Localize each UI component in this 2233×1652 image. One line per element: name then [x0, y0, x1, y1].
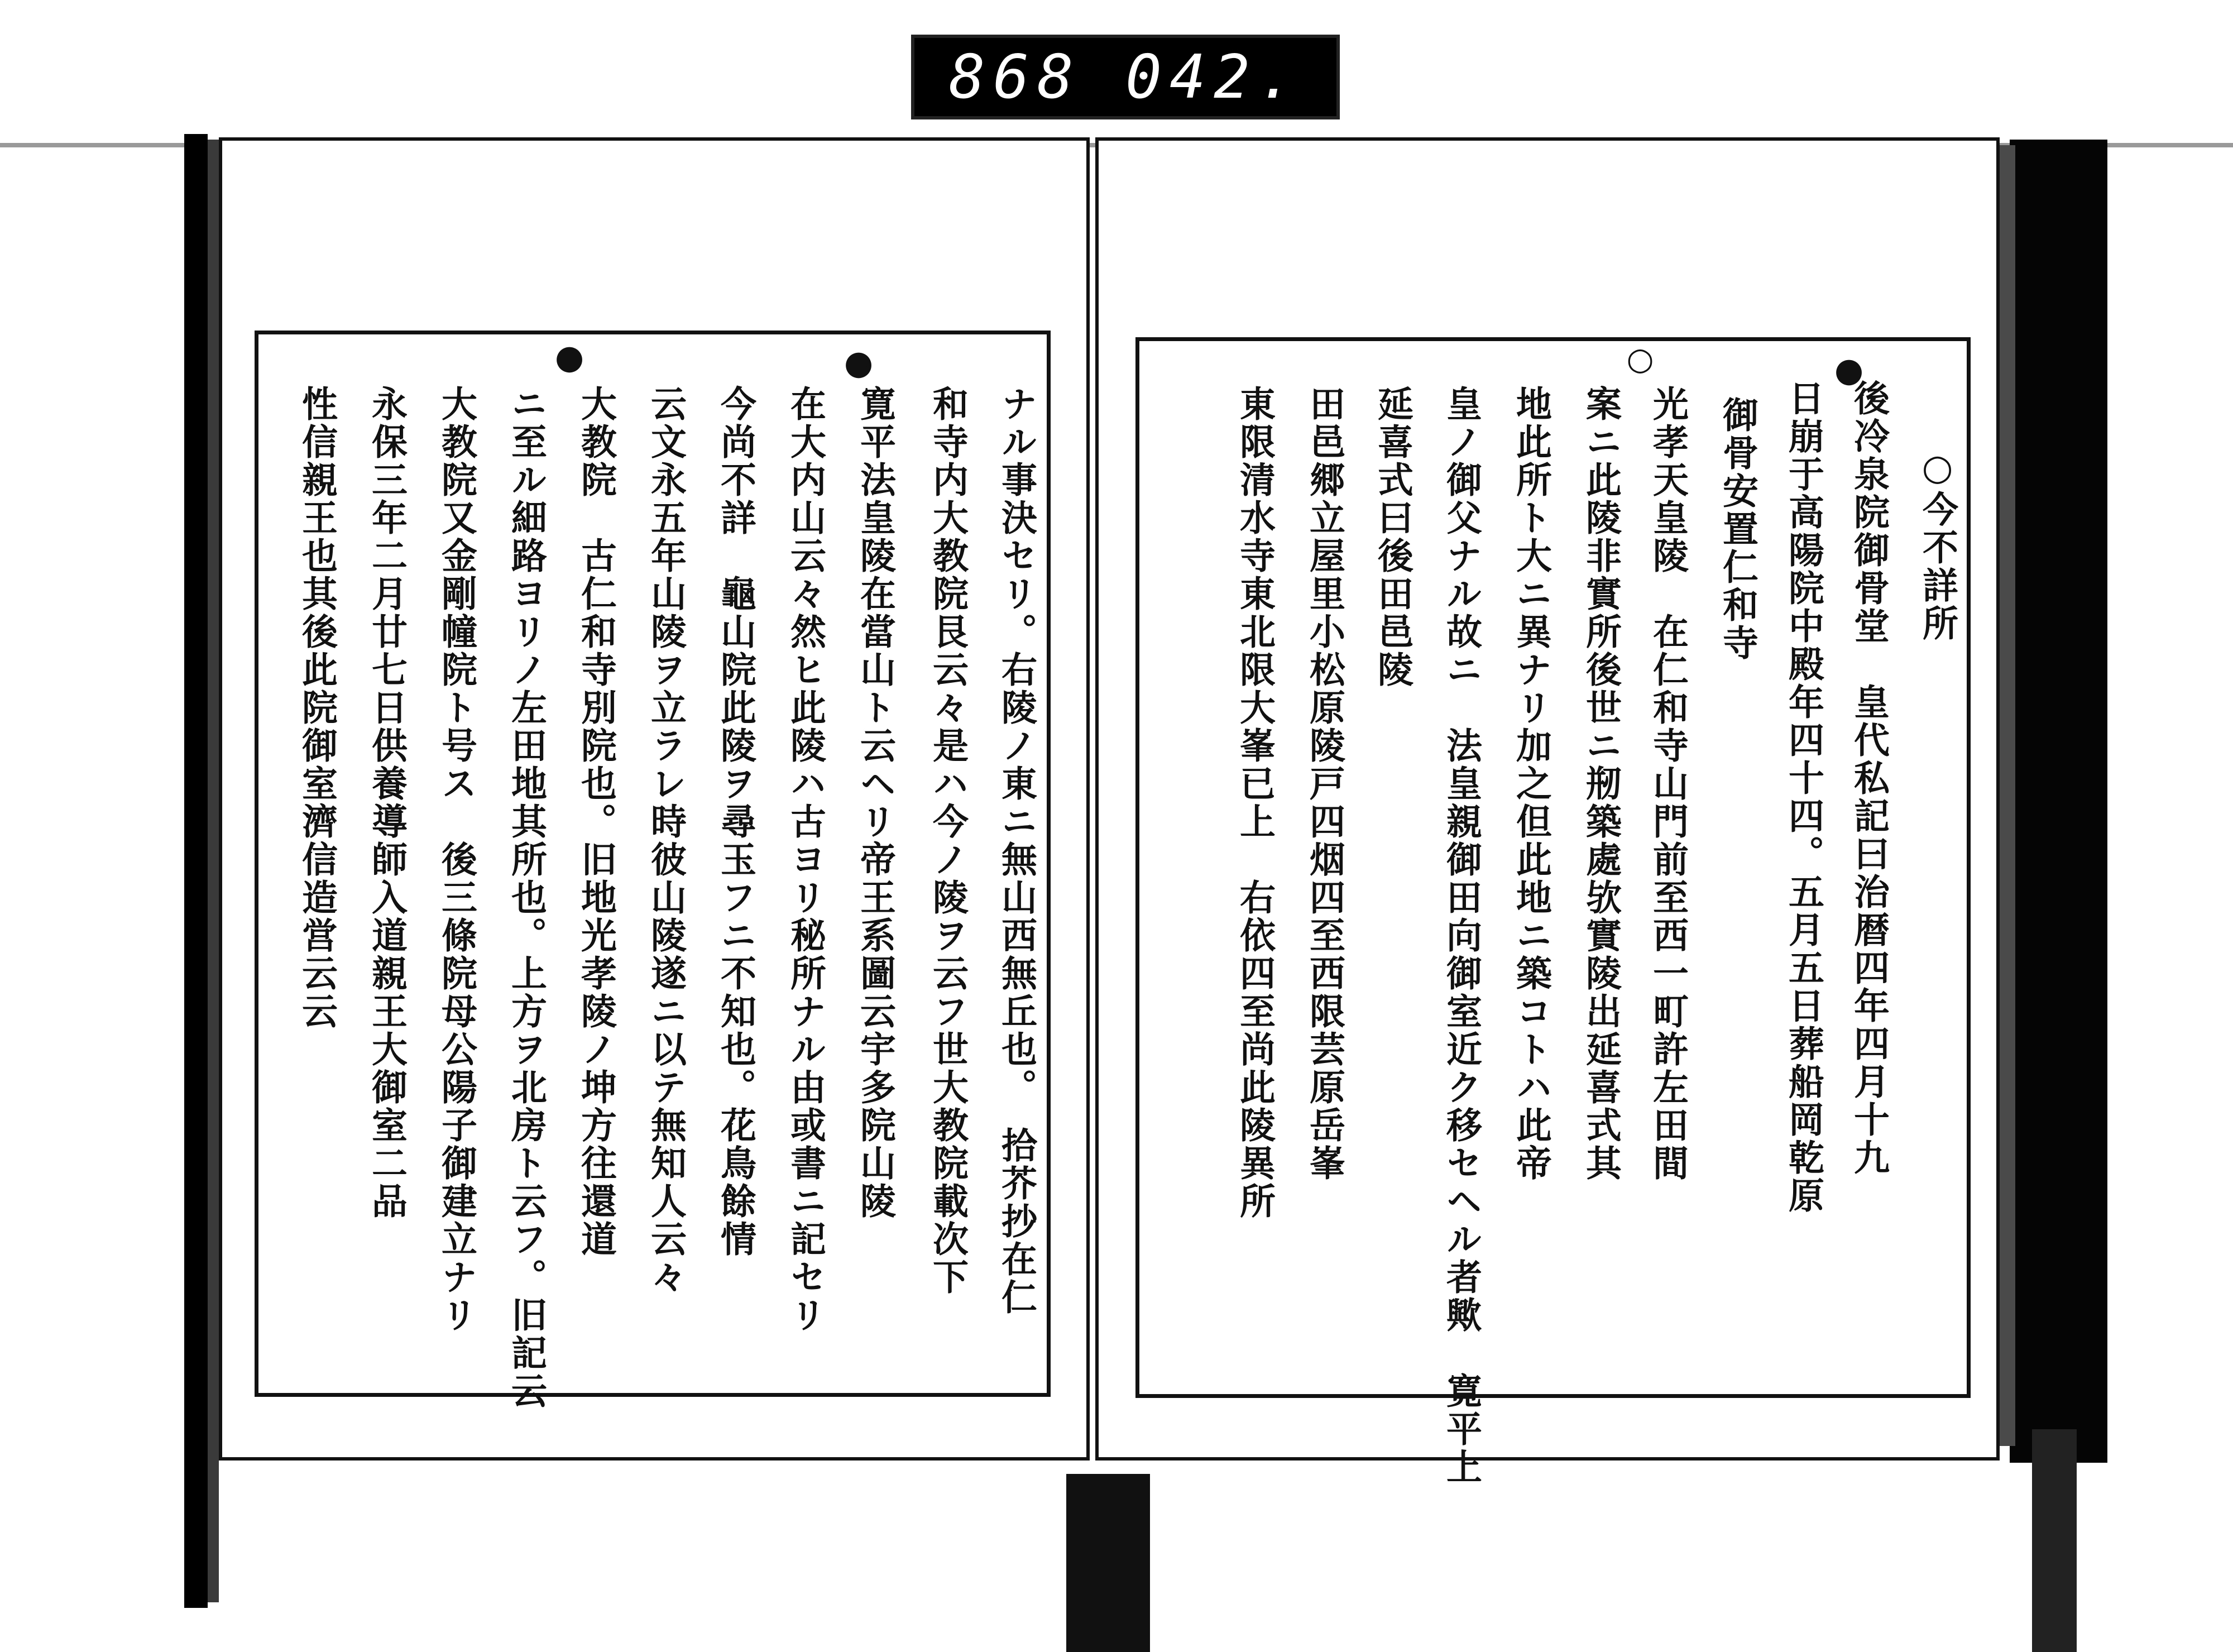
right-page-column-10: 田邑郷立屋里小松原陵戸四烟四至西限芸原岳峯 — [1304, 385, 1345, 1182]
left-page-column-10: 永保三年二月廿七日供養導師入道親王大御室二品 — [366, 385, 408, 1220]
right-page-column-8: 皇ノ御父ナル故ニ 法皇親御田向御室近ク移セヘル者歟 寛平上 — [1440, 385, 1482, 1486]
right-page-column-11: 東限清水寺東北限大峯已上 右依四至尚此陵異所 — [1234, 385, 1276, 1220]
film-label — [911, 35, 1340, 119]
right-page-column-1: ○今不詳所 — [1916, 447, 1958, 643]
left-page-mark-dot-1: ● — [839, 343, 878, 385]
left-page-mark-dot-2: ● — [550, 338, 589, 379]
right-page-column-9: 延喜式曰後田邑陵 — [1372, 385, 1413, 689]
right-page-column-3: 日崩于高陽院中殿年四十四。五月五日葬船岡乾原 — [1782, 380, 1824, 1215]
left-page-column-4: 在大内山云々然ヒ此陵ハ古ヨリ秘所ナル由或書ニ記セリ — [784, 385, 826, 1334]
right-page-mark-circle: ○ — [1622, 341, 1659, 380]
right-page-column-2: 後冷泉院御骨堂 皇代私記曰治暦四年四月十九 — [1848, 380, 1890, 1177]
right-page-mark-dot: ● — [1829, 351, 1868, 392]
right-page-column-7: 地此所ト大ニ異ナリ加之但此地ニ築コトハ此帝 — [1510, 385, 1552, 1182]
left-page-column-3: 寛平法皇陵在當山ト云ヘリ帝王系圖云宇多院山陵 — [854, 385, 896, 1220]
left-page-column-8: ニ至ル細路ヨリノ左田地其所也。上方ヲ北房ト云フ。旧記云 — [505, 385, 547, 1410]
right-page-column-4: 御骨安置仁和寺 — [1717, 396, 1758, 662]
left-page-column-5: 今尚不詳 龜山院此陵ヲ尋玉フニ不知也。花鳥餘情 — [715, 385, 756, 1258]
left-page-column-9: 大教院又金剛幢院ト号ス 後三條院母公陽子御建立ナリ — [435, 385, 477, 1334]
left-page-column-11: 性信親王也其後此院御室濟信造営云云 — [296, 385, 338, 1031]
left-page-column-1: ナル事決セリ。右陵ノ東ニ無山西無丘也。 拾芥抄在仁 — [995, 385, 1037, 1316]
right-page-column-5: 光孝天皇陵 在仁和寺山門前至西一町許左田間 — [1647, 385, 1689, 1182]
left-page-column-7: 大教院 古仁和寺別院也。旧地光孝陵ノ坤方往還道 — [575, 385, 617, 1258]
film-label-text: 868 042. — [948, 42, 1302, 112]
left-page-column-2: 和寺内大教院艮云々是ハ今ノ陵ヲ云フ世大教院載次下 — [927, 385, 969, 1296]
right-page-column-6: 案ニ此陵非實所後世ニ剏築處欤實陵出延喜式其 — [1580, 385, 1622, 1182]
left-page-column-6: 云文永五年山陵ヲ立ラレ時彼山陵遂ニ以テ無知人云々 — [645, 385, 687, 1296]
